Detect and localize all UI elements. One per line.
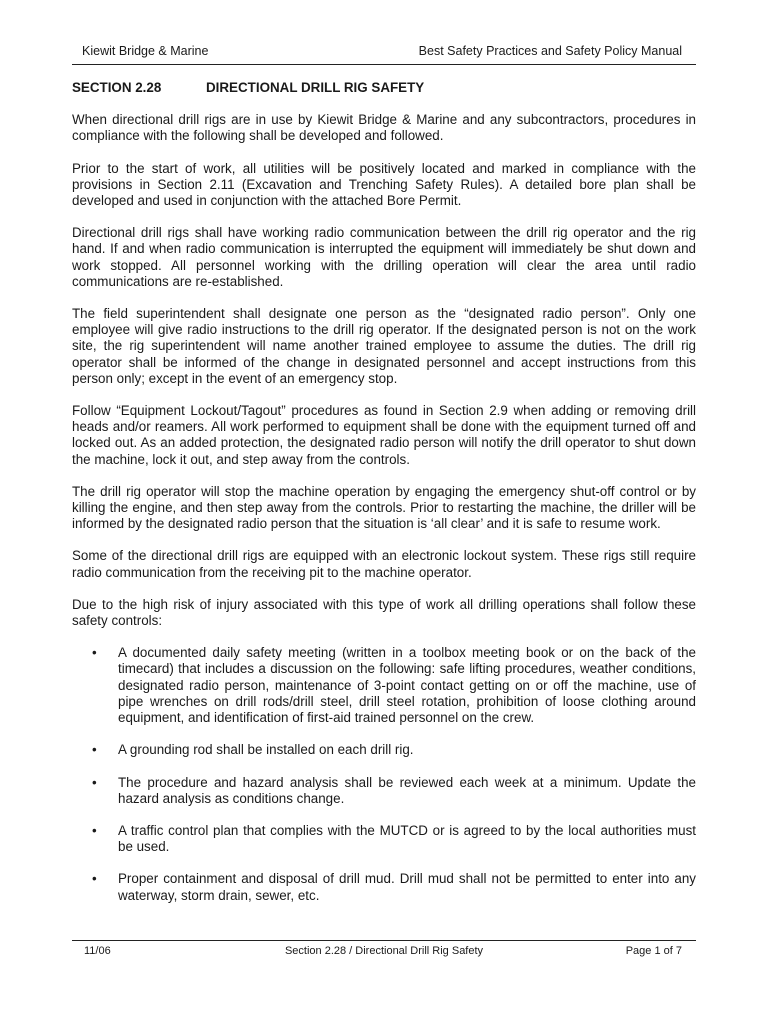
- paragraph: The field superintendent shall designate one person as the “designated radio person”. Only one employee will give radio instructions to the drill rig operator. If the designated person is not on the work site, the rig superintendent will name another trained employee to assume the duties. The drill rig operator shall be informed of the change in designated personnel and accept instructions from this person only; except in the event of an emergency stop.: [72, 306, 696, 386]
- footer-section: Section 2.28 / Directional Drill Rig Safety: [284, 945, 484, 957]
- bullet-icon: •: [92, 774, 97, 790]
- paragraph: Prior to the start of work, all utilities will be positively located and marked in compliance with the provisions in Section 2.11 (Excavation and Trenching Safety Rules). A detailed bore plan shall be developed and used in conjunction with the attached Bore Permit.: [72, 160, 696, 209]
- list-item-text: A grounding rod shall be installed on each drill rig.: [118, 742, 414, 758]
- paragraph: Directional drill rigs shall have working radio communication between the drill rig operator and the rig hand. If and when radio communication is interrupted the equipment will immediately be shut down and work stopped. All personnel working with the drilling operation will clear the area until radio communications are re-established.: [72, 225, 696, 289]
- safety-controls-list: [72, 645, 696, 903]
- document-body: [72, 80, 696, 920]
- page-footer: [72, 940, 696, 963]
- bullet-icon: •: [92, 645, 97, 661]
- bullet-icon: •: [92, 742, 97, 758]
- list-item-text: The procedure and hazard analysis shall be reviewed each week at a minimum. Update the hazard analysis as conditions change.: [118, 774, 696, 806]
- paragraph: Some of the directional drill rigs are equipped with an electronic lockout system. These rigs still require radio communication from the receiving pit to the machine operator.: [72, 548, 696, 580]
- footer-page-number: Page 1 of 7: [625, 945, 682, 957]
- header-manual-title: Best Safety Practices and Safety Policy Manual: [418, 44, 682, 58]
- list-item: [72, 871, 696, 903]
- list-item-text: Proper containment and disposal of drill mud. Drill mud shall not be permitted to enter into any waterway, storm drain, sewer, etc.: [118, 871, 696, 903]
- section-number: SECTION 2.28: [72, 80, 162, 95]
- list-item-text: A traffic control plan that complies with the MUTCD or is agreed to by the local authorities must be used.: [118, 822, 696, 855]
- list-item: [72, 823, 696, 855]
- section-title: DIRECTIONAL DRILL RIG SAFETY: [206, 80, 425, 95]
- bullet-icon: •: [92, 871, 97, 887]
- paragraph: When directional drill rigs are in use by Kiewit Bridge & Marine and any subcontractors, procedures in compliance with the following shall be developed and followed.: [72, 112, 696, 144]
- paragraph: Follow “Equipment Lockout/Tagout” procedures as found in Section 2.9 when adding or removing drill heads and/or reamers. All work performed to equipment shall be done with the equipment turned off and locked out. As an added protection, the designated radio person will notify the drill operator to shut down the machine, lock it out, and step away from the controls.: [72, 403, 696, 467]
- list-item-text: A documented daily safety meeting (written in a toolbox meeting book or on the back of the timecard) that includes a discussion on the following: safe lifting procedures, weather conditions, designated radio person, maintenance of 3-point contact getting on or off the machine, use of pipe wrenches on drill rods/drill steel, drill steel rotation, prohibition of loose clothing around equipment, and identification of first-aid trained personnel on the crew.: [118, 645, 696, 726]
- header-company: Kiewit Bridge & Marine: [82, 44, 209, 58]
- paragraph: Due to the high risk of injury associated with this type of work all drilling operations shall follow these safety controls:: [72, 596, 696, 629]
- list-item: [72, 775, 696, 807]
- paragraph: The drill rig operator will stop the machine operation by engaging the emergency shut-off control or by killing the engine, and then step away from the controls. Prior to restarting the machine, the driller will be informed by the designated radio person that the situation is ‘all clear’ and it is safe to resume work.: [72, 483, 696, 532]
- section-heading: [72, 80, 696, 96]
- list-item: [72, 645, 696, 726]
- footer-date: 11/06: [84, 945, 111, 957]
- list-item: [72, 742, 696, 758]
- page-header: [72, 42, 696, 65]
- bullet-icon: •: [92, 822, 97, 838]
